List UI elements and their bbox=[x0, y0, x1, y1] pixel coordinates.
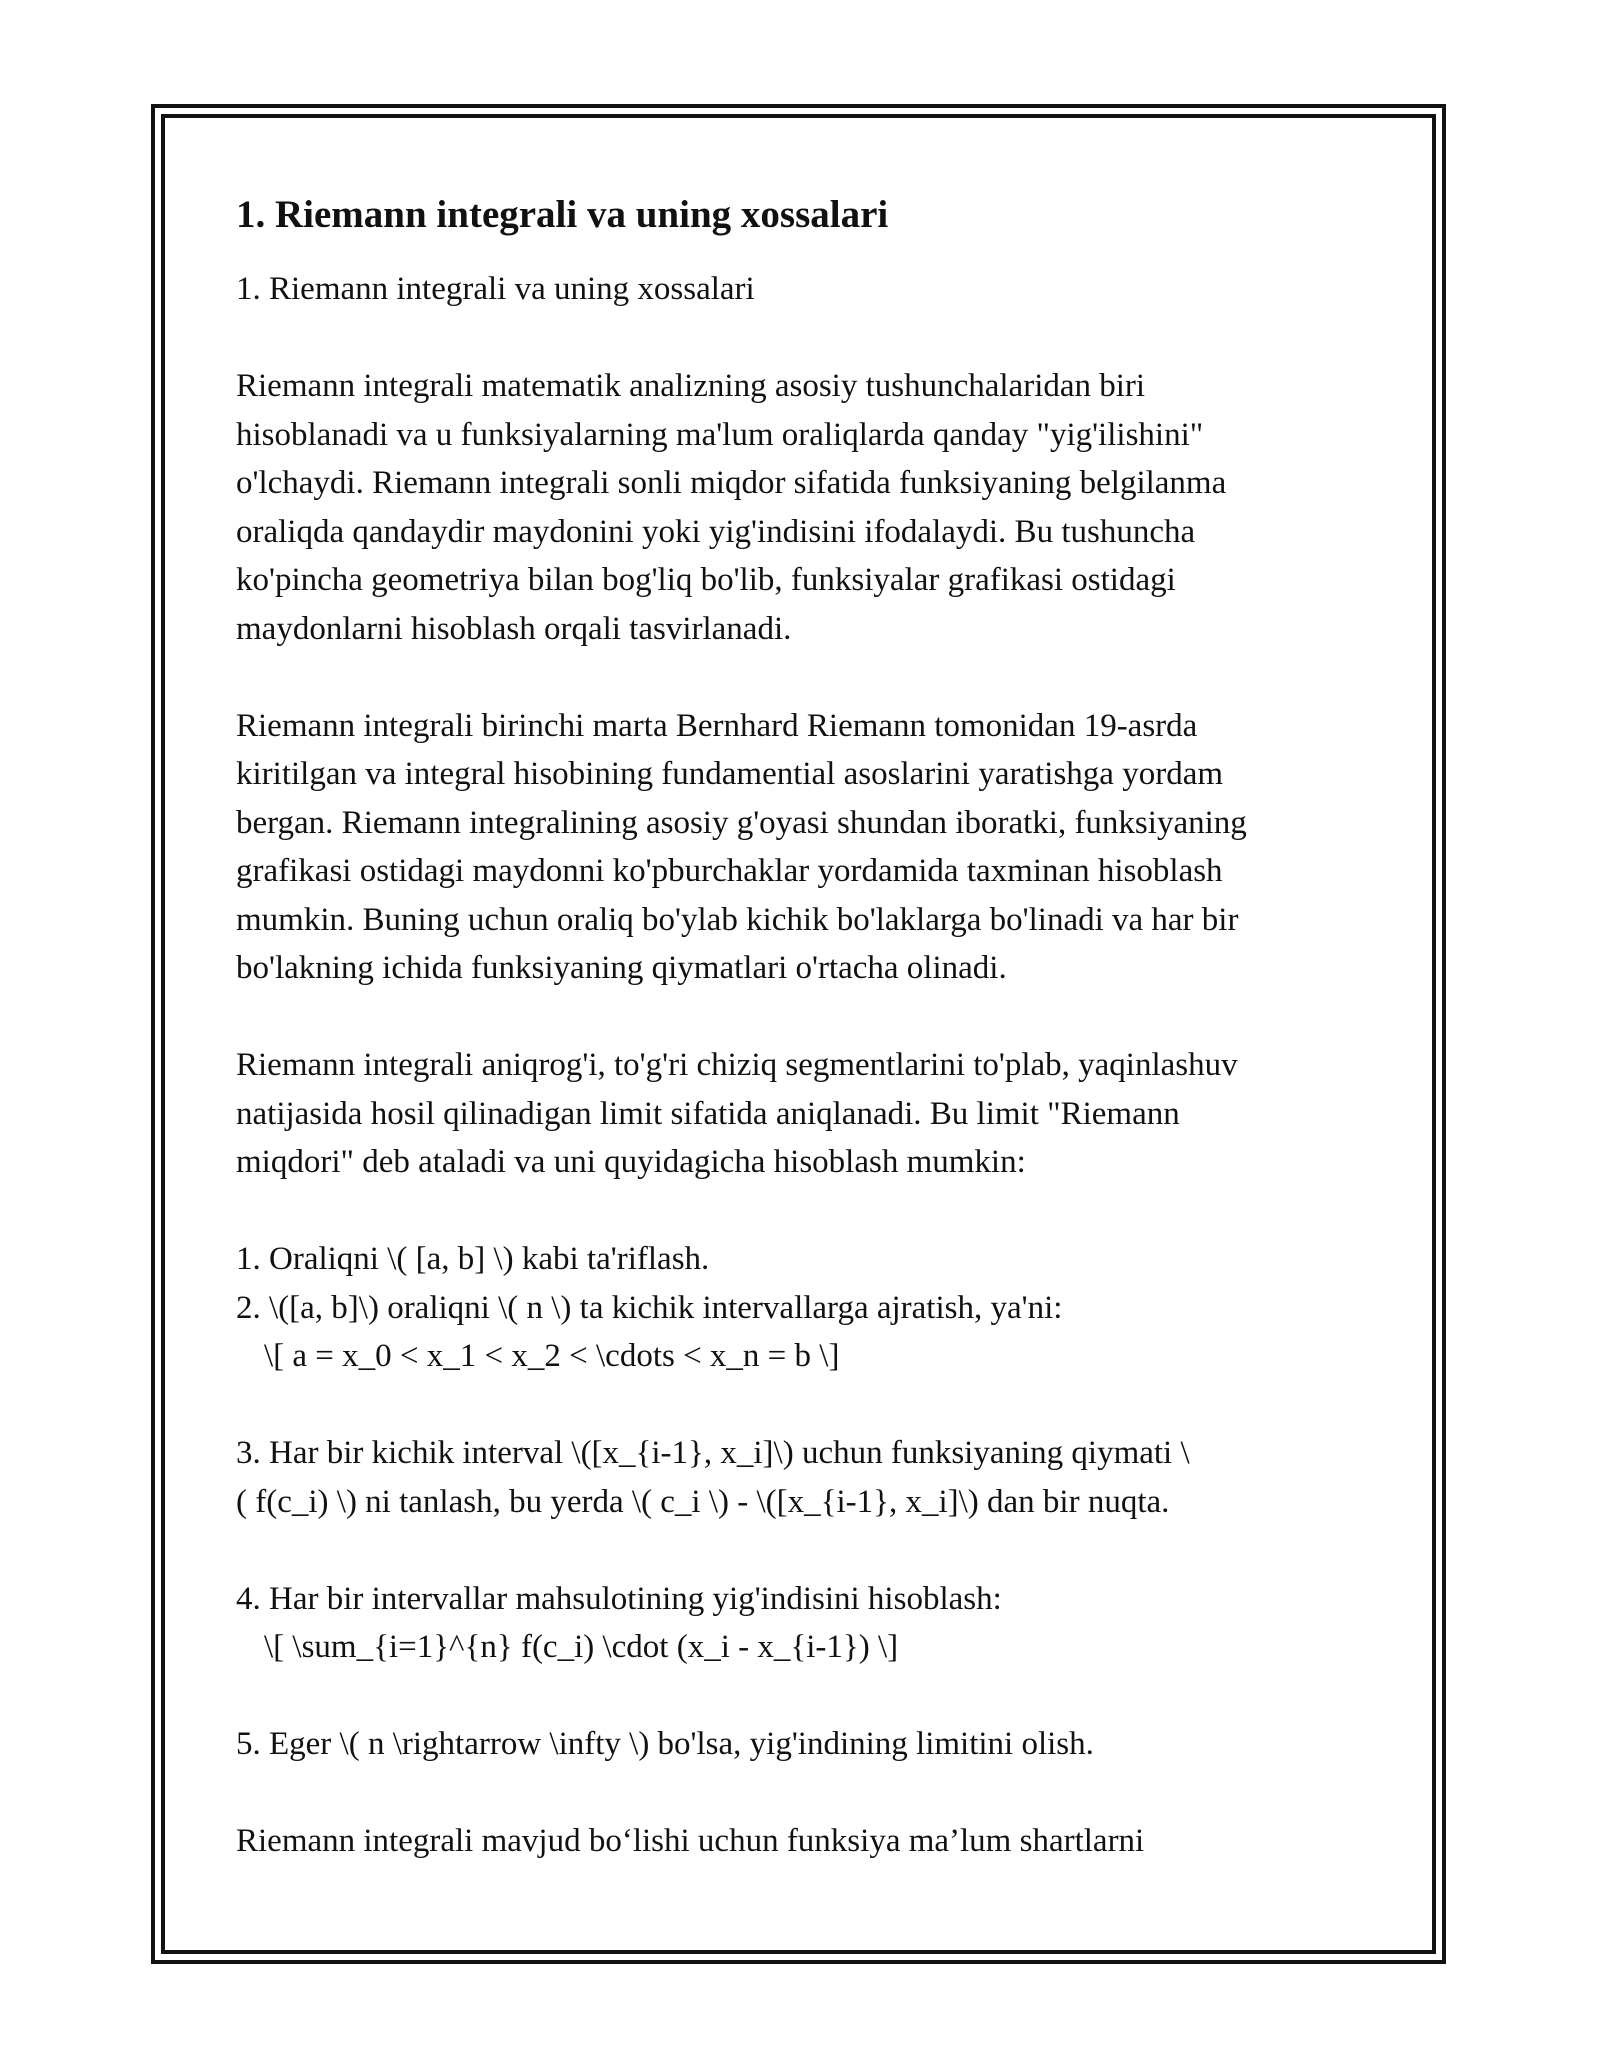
paragraph-line: grafikasi ostidagi maydonni ko'pburchaklar yordamida taxminan hisoblash bbox=[236, 853, 1223, 889]
paragraph-line: miqdori" deb ataladi va uni quyidagicha hisoblash mumkin: bbox=[236, 1144, 1026, 1180]
paragraph-history bbox=[236, 702, 1366, 993]
spacer bbox=[236, 1526, 1366, 1575]
paragraph-line: Riemann integrali aniqrog'i, to'g'ri chiziq segmentlarini to'plab, yaqinlashuv bbox=[236, 1047, 1238, 1083]
spacer bbox=[236, 1187, 1366, 1236]
document-body bbox=[236, 190, 1366, 1866]
paragraph-line: bergan. Riemann integralining asosiy g'oyasi shundan iboratki, funksiyaning bbox=[236, 804, 1247, 841]
spacer bbox=[236, 993, 1366, 1042]
paragraph-line: maydonlarni hisoblash orqali tasvirlanadi. bbox=[236, 610, 792, 647]
spacer bbox=[236, 1769, 1366, 1818]
paragraph-line: bo'lakning ichida funksiyaning qiymatlari o'rtacha olinadi. bbox=[236, 950, 1007, 986]
paragraph-intro bbox=[236, 362, 1366, 653]
paragraph-line: hisoblanadi va u funksiyalarning ma'lum oraliqlarda qanday "yig'ilishini" bbox=[236, 416, 1204, 453]
step-4: 4. Har bir intervallar mahsulotining yig'indisini hisoblash: bbox=[236, 1580, 1002, 1617]
step-1: 1. Oraliqni \( [a, b] \) kabi ta'riflash. bbox=[236, 1241, 710, 1277]
step-4-formula: \[ \sum_{i=1}^{n} f(c_i) \cdot (x_i - x_{i-1}) \] bbox=[264, 1629, 899, 1665]
step-2: 2. \([a, b]\) oraliqni \( n \) ta kichik intervallarga ajratish, ya'ni: bbox=[236, 1289, 1063, 1326]
step-5: 5. Eger \( n \rightarrow \infty \) bo'lsa, yig'indining limitini olish. bbox=[236, 1726, 1094, 1762]
paragraph-line: natijasida hosil qilinadigan limit sifatida aniqlanadi. Bu limit "Riemann bbox=[236, 1095, 1180, 1132]
document-title: 1. Riemann integrali va uning xossalari bbox=[236, 193, 889, 236]
paragraph-line: ko'pincha geometriya bilan bog'liq bo'lib, funksiyalar grafikasi ostidagi bbox=[236, 562, 1176, 598]
spacer bbox=[236, 653, 1366, 702]
paragraph-line: mumkin. Buning uchun oraliq bo'ylab kichik bo'laklarga bo'linadi va har bir bbox=[236, 901, 1239, 938]
step-2-formula: \[ a = x_0 < x_1 < x_2 < \cdots < x_n = b \] bbox=[264, 1338, 840, 1374]
subtitle: 1. Riemann integrali va uning xossalari bbox=[236, 271, 755, 307]
paragraph-line: oraliqda qandaydir maydonini yoki yig'indisini ifodalaydi. Bu tushuncha bbox=[236, 513, 1196, 550]
paragraph-definition bbox=[236, 1041, 1366, 1187]
spacer bbox=[236, 1381, 1366, 1430]
closing-line: Riemann integrali mavjud bo‘lishi uchun funksiya ma’lum shartlarni bbox=[236, 1823, 1145, 1859]
paragraph-line: o'lchaydi. Riemann integrali sonli miqdor sifatida funksiyaning belgilanma bbox=[236, 465, 1227, 501]
steps-list bbox=[236, 1235, 1366, 1769]
step-3-line-2: ( f(c_i) \) ni tanlash, bu yerda \( c_i \) - \([x_{i-1}, x_i]\) dan bir nuqta. bbox=[236, 1483, 1170, 1520]
paragraph-line: Riemann integrali matematik analizning asosiy tushunchalaridan biri bbox=[236, 368, 1146, 404]
paragraph-line: kiritilgan va integral hisobining fundamential asoslarini yaratishga yordam bbox=[236, 756, 1224, 792]
step-3-line-1: 3. Har bir kichik interval \([x_{i-1}, x_i]\) uchun funksiyaning qiymati \ bbox=[236, 1435, 1190, 1471]
spacer bbox=[236, 1672, 1366, 1721]
spacer bbox=[236, 314, 1366, 363]
paragraph-line: Riemann integrali birinchi marta Bernhard Riemann tomonidan 19-asrda bbox=[236, 707, 1198, 744]
